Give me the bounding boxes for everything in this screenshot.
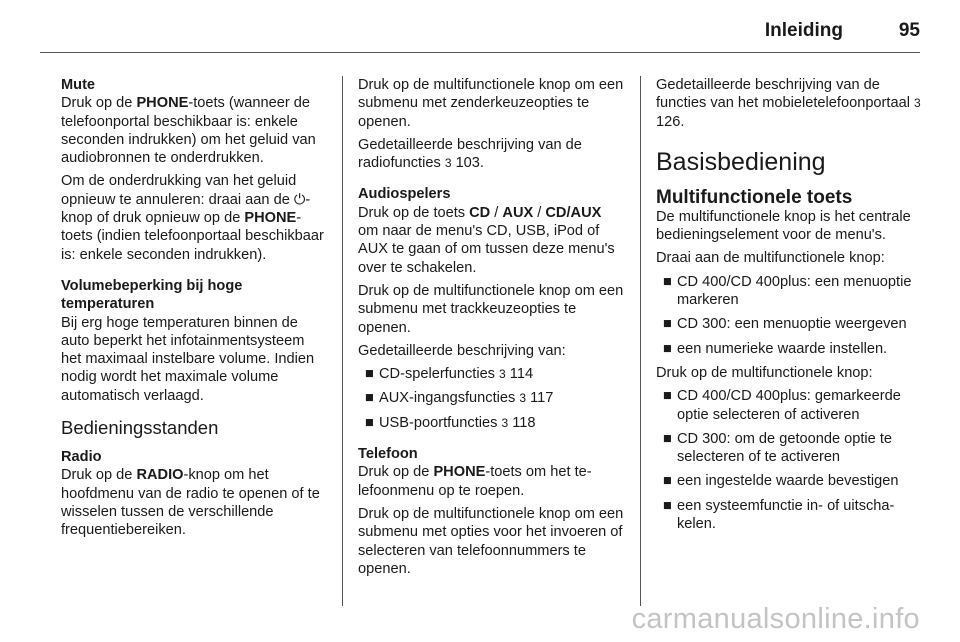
audio-paragraph-3: Gedetailleerde beschrijving van: [358,342,566,359]
page-ref-icon: 3 [501,415,509,430]
watermark-text: carmanualsonline.info [631,603,920,635]
page-ref-icon: 3 [499,367,506,382]
power-icon: ⏻ [293,191,306,208]
page-ref-link[interactable]: 117 [530,390,554,407]
multifunction-knob-heading: Multifunctionele toets [656,186,853,208]
bullet-icon: ■ [663,273,672,290]
bullet-icon: ■ [365,390,374,407]
phone-paragraph-1: Druk op de PHONE-toets om het telefoonmenu op te roepen. [358,464,592,499]
list-item: ■ CD 300: een menuoptie weergeven [663,316,907,333]
basic-operation-heading: Basisbediening [656,147,826,176]
phone-portal-paragraph: Gedetailleerde beschrijving van de functies van het mobieletelefoonportaal 3 126. [656,77,921,130]
turn-knob-paragraph: Draai aan de multifunctionele knop: [656,250,885,267]
bullet-icon: ■ [663,388,672,405]
audio-function-list [358,365,624,432]
audio-paragraph-1: Druk op de toets CD / AUX / CD/AUX om naar de menu's CD, USB, iPod of AUX te gaan of om tussen deze menu's over te schakelen. [358,204,615,276]
page-number: 95 [898,20,920,41]
column-1 [61,76,327,545]
radio-detail-paragraph: Gedetailleerde beschrijving van de radiofuncties 3 103. [358,136,582,172]
press-knob-paragraph: Druk op de multifunctionele knop: [656,364,873,381]
mute-paragraph-2: Om de onderdrukking van het geluid opnieuw te annuleren: draai aan de ⏻-knop of druk opnieuw op de PHONE-toets (indien telefoonportaal beschikbaar is: enkele seconden indrukken). [61,173,324,263]
audio-heading: Audiospelers [358,186,451,203]
knob-intro-paragraph: De multifunctionele knop is het centrale bedieningselement voor de menu's. [656,208,911,244]
header-divider [40,52,920,53]
page-ref-link[interactable]: 118 [512,414,536,431]
volume-heading: Volumebeperking bij hoge temperaturen [61,277,243,313]
column-divider-1 [342,76,343,606]
column-3 [656,76,924,539]
page-ref-icon: 3 [519,391,527,406]
list-item: ■ CD 400/CD 400plus: gemarkeerde optie selecteren of activeren [663,388,901,423]
bullet-icon: ■ [663,497,672,514]
column-divider-2 [640,76,641,606]
list-item: ■ AUX-ingangsfuncties 3 117 [365,390,554,407]
list-item: ■ CD-spelerfuncties 3 114 [365,366,534,383]
list-item: ■ een ingestelde waarde bevestigen [663,473,899,490]
list-item: ■ CD 300: om de getoonde optie te selecteren of te activeren [663,430,893,466]
page-ref-link[interactable]: 103. [455,155,484,172]
list-item: ■ CD 400/CD 400plus: een menuoptie markeren [663,273,912,309]
bullet-icon: ■ [365,414,374,431]
radio-heading: Radio [61,449,102,466]
bullet-icon: ■ [663,430,672,447]
press-knob-list [656,387,924,533]
bullet-icon: ■ [365,366,374,383]
list-item: ■ een numerieke waarde instellen. [663,340,888,357]
page-ref-link[interactable]: 126. [656,113,685,130]
page-ref-icon: 3 [444,156,452,171]
list-item: ■ USB-poortfuncties 3 118 [365,414,536,431]
radio-knob-paragraph: Druk op de multifunctionele knop om een submenu met zenderkeuzeopties te openen. [358,77,624,130]
page-header [0,0,960,52]
turn-knob-list [656,273,924,358]
phone-heading: Telefoon [358,446,418,463]
phone-paragraph-2: Druk op de multifunctionele knop om een submenu met opties voor het invoeren of selecteren van telefoonnummers te openen. [358,505,624,577]
chapter-title: Inleiding [764,20,843,41]
bullet-icon: ■ [663,340,672,357]
column-2 [358,76,624,583]
page-ref-link[interactable]: 114 [509,366,534,383]
bullet-icon: ■ [663,473,672,490]
modes-heading: Bedieningsstanden [61,417,219,439]
list-item: ■ een systeemfunctie in- of uitschakelen. [663,497,895,533]
bullet-icon: ■ [663,316,672,333]
radio-paragraph: Druk op de RADIO-knop om het hoofdmenu van de radio te openen of te wisselen tussen de verschillende frequentiebereiken. [61,467,320,539]
mute-paragraph-1: Druk op de PHONE-toets (wanneer de telefoonportal beschikbaar is: enkele seconden indrukken) om het geluid van audiobronnen te onderdrukken. [61,95,316,167]
volume-paragraph: Bij erg hoge temperaturen binnen de auto beperkt het infotainmentsysteem het maximaal instelbare volume. Indien nodig wordt het maximale volume automatisch verlaagd. [61,314,315,404]
page-ref-icon: 3 [914,96,921,111]
audio-paragraph-2: Druk op de multifunctionele knop om een submenu met trackkeuzeopties te openen. [358,282,624,336]
mute-heading: Mute [61,77,96,93]
